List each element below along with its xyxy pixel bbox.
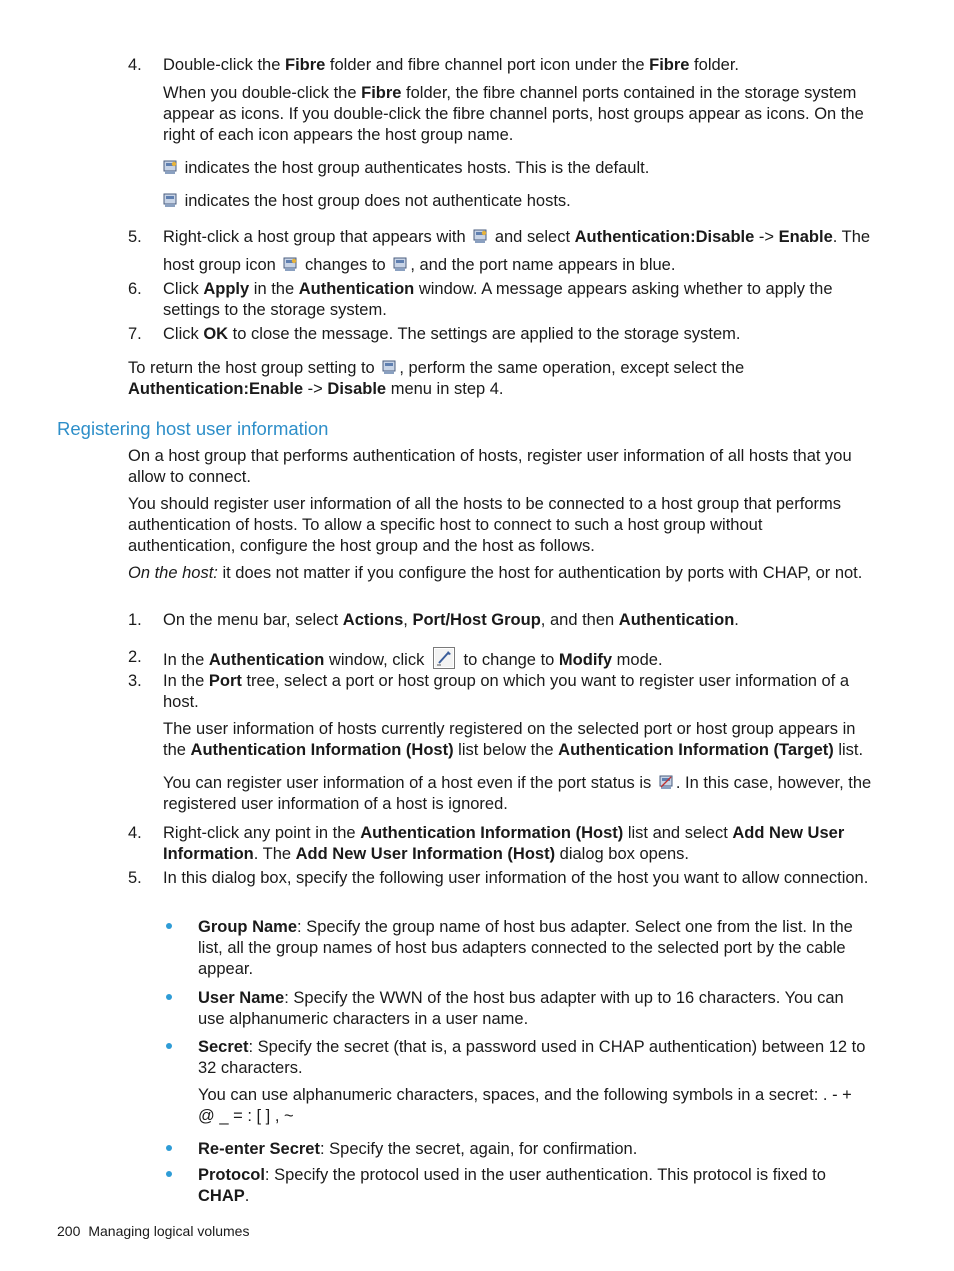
auth-icon-line: indicates the host group authenticates hosts. This is the default.: [163, 158, 873, 179]
on-host-paragraph: On the host: it does not matter if you configure the host for authentication by ports with CHAP, or not.: [128, 564, 863, 582]
bullet-protocol: Protocol: Specify the protocol used in the user authentication. This protocol is fixed to CHAP.: [198, 1166, 826, 1205]
register-step-5: In this dialog box, specify the following user information of the host you want to allow connection.: [163, 869, 869, 887]
page-number: 200: [57, 1223, 81, 1239]
step-number: 2.: [128, 648, 142, 666]
step-number: 3.: [128, 672, 142, 690]
step-number: 4.: [128, 824, 142, 842]
host-group-noauth-icon: [382, 360, 396, 375]
bullet-secret: Secret: Specify the secret (that is, a password used in CHAP authentication) between 12 to 32 characters.: [198, 1038, 866, 1077]
bullet-marker: [166, 1139, 176, 1149]
bullet-user-name: User Name: Specify the WWN of the host bus adapter with up to 16 characters. You can use alphanumeric characters in a user name.: [198, 989, 844, 1028]
step-6-text: Click Apply in the Authentication window. A message appears asking whether to apply the settings to the storage system.: [163, 280, 833, 319]
step-number: 5.: [128, 228, 142, 246]
noauth-icon-line: indicates the host group does not authenticate hosts.: [163, 191, 873, 212]
bullet-marker: [166, 1037, 176, 1047]
register-step-3: In the Port tree, select a port or host group on which you want to register user information of a host.: [163, 672, 850, 711]
step-5-text: Right-click a host group that appears with and select Authentication:Disable -> Enable. The host group icon changes to , and the port name appears in blue.: [163, 228, 871, 274]
section-heading: Registering host user information: [57, 418, 329, 439]
host-group-noauth-icon: [393, 257, 407, 272]
secret-detail: You can use alphanumeric characters, spaces, and the following symbols in a secret: . - + @ _ = : [ ] , ~: [198, 1086, 852, 1125]
register-step-1: On the menu bar, select Actions, Port/Host Group, and then Authentication.: [163, 611, 739, 629]
step-number: 5.: [128, 869, 142, 887]
register-step-3-detail: The user information of hosts currently registered on the selected port or host group appears in the Authentication Information (Host) list below the Authentication Information (Target) list.: [163, 720, 864, 759]
register-step-3-detail-2: You can register user information of a host even if the port status is . In this case, however, the registered user information of a host is ignored.: [163, 774, 872, 813]
step-number: 1.: [128, 611, 142, 629]
page-footer: [57, 1221, 249, 1241]
host-group-auth-icon: [473, 229, 487, 244]
step-4-text: Double-click the Fibre folder and fibre channel port icon under the Fibre folder.: [163, 56, 740, 74]
step-number: 4.: [128, 56, 142, 74]
host-group-auth-icon: [163, 160, 177, 175]
return-setting-paragraph: To return the host group setting to , perform the same operation, except select the Authentication:Enable -> Disable menu in step 4.: [128, 359, 745, 398]
bullet-marker: [166, 1165, 176, 1175]
register-paragraph: You should register user information of all the hosts to be connected to a host group that performs authentication of hosts. To allow a specific host to connect to such a host group without authentication, configure the host group and the host as follows.: [128, 495, 841, 555]
host-group-auth-icon: [283, 257, 297, 272]
step-4-detail: When you double-click the Fibre folder, the fibre channel ports contained in the storage system appear as icons. If you double-click the fibre channel ports, host groups appear as icons. On the right of each icon appears the host group name.: [163, 84, 864, 144]
host-group-noauth-icon: [163, 193, 177, 208]
bullet-reenter-secret: Re-enter Secret: Specify the secret, again, for confirmation.: [198, 1140, 638, 1158]
intro-paragraph: On a host group that performs authentication of hosts, register user information of all hosts that you allow to connect.: [128, 447, 852, 486]
step-7-text: Click OK to close the message. The settings are applied to the storage system.: [163, 325, 741, 343]
bullet-group-name: Group Name: Specify the group name of host bus adapter. Select one from the list. In the list, all the group names of host bus adapters connected to the selected port by the cable appear.: [198, 918, 853, 978]
port-status-icon: [659, 775, 673, 790]
bullet-marker: [166, 988, 176, 998]
footer-title: Managing logical volumes: [88, 1223, 250, 1239]
bullet-marker: [166, 917, 176, 927]
step-number: 6.: [128, 280, 142, 298]
step-number: 7.: [128, 325, 142, 343]
register-step-2: In the Authentication window, click to change to Modify mode.: [163, 647, 873, 671]
modify-mode-button-icon[interactable]: [433, 647, 455, 669]
register-step-4: Right-click any point in the Authentication Information (Host) list and select Add New User Information. The Add New User Information (Host) dialog box opens.: [163, 824, 845, 863]
